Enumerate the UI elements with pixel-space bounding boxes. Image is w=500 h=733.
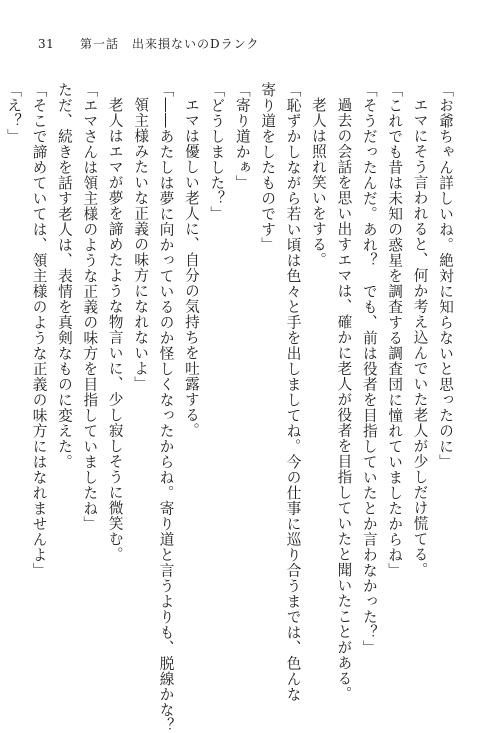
text-line: 領主様みたいな正義の味方になれないよ」 xyxy=(132,96,150,392)
text-line: 「恥ずかしながら若い頃は色々と手を出しましてね。今の仕事に巡り合うまでは、色んな xyxy=(284,82,302,702)
text-line: 「――あたしは夢に向かっているのか怪しくなったからね。寄り道と言うよりも、脱線かな？ xyxy=(157,82,175,733)
body-text xyxy=(5,82,458,733)
text-line: 「どうしました？」 xyxy=(208,82,226,222)
text-line: 「そこで諦めていては、領主様のような正義の味方にはなれませんよ」 xyxy=(30,82,48,578)
text-line: 過去の会話を思い出すエマは、確かに老人が役者を目指していたと聞いたことがある。 xyxy=(335,96,353,702)
text-line: 「エマさんは領主様のような正義の味方を目指していましたね」 xyxy=(81,82,99,532)
text-line: エマは優しい老人に、自分の気持ちを吐露する。 xyxy=(182,96,200,438)
text-line: ただ、続きを話す老人は、表情を真剣なものに変えた。 xyxy=(55,82,73,470)
text-line: 「お爺ちゃん詳しいね。絶対に知らないと思ったのに」 xyxy=(437,82,454,470)
page-number: 31 xyxy=(38,37,55,51)
text-line: 寄り道をしたものです」 xyxy=(259,82,277,253)
text-line: 老人は照れ笑いをする。 xyxy=(309,96,327,268)
text-line: 「え？」 xyxy=(5,82,23,144)
text-line: エマにそう言われると、何か考え込んでいた老人が少しだけ慌てる。 xyxy=(411,96,429,578)
text-line: 「寄り道かぁ」 xyxy=(233,82,251,191)
text-line: 「そうだったんだ。あれ？ でも、前は役者を目指していたとか言わなかった？」 xyxy=(360,82,378,656)
text-line: 「これでも昔は未知の惑星を調査する調査団に憧れていましたからね」 xyxy=(386,82,404,578)
running-head: 第一話 出来損ないのDランク xyxy=(80,37,260,51)
text-line: 老人はエマが夢を諦めたような物言いに、少し寂しそうに微笑む。 xyxy=(106,96,124,562)
